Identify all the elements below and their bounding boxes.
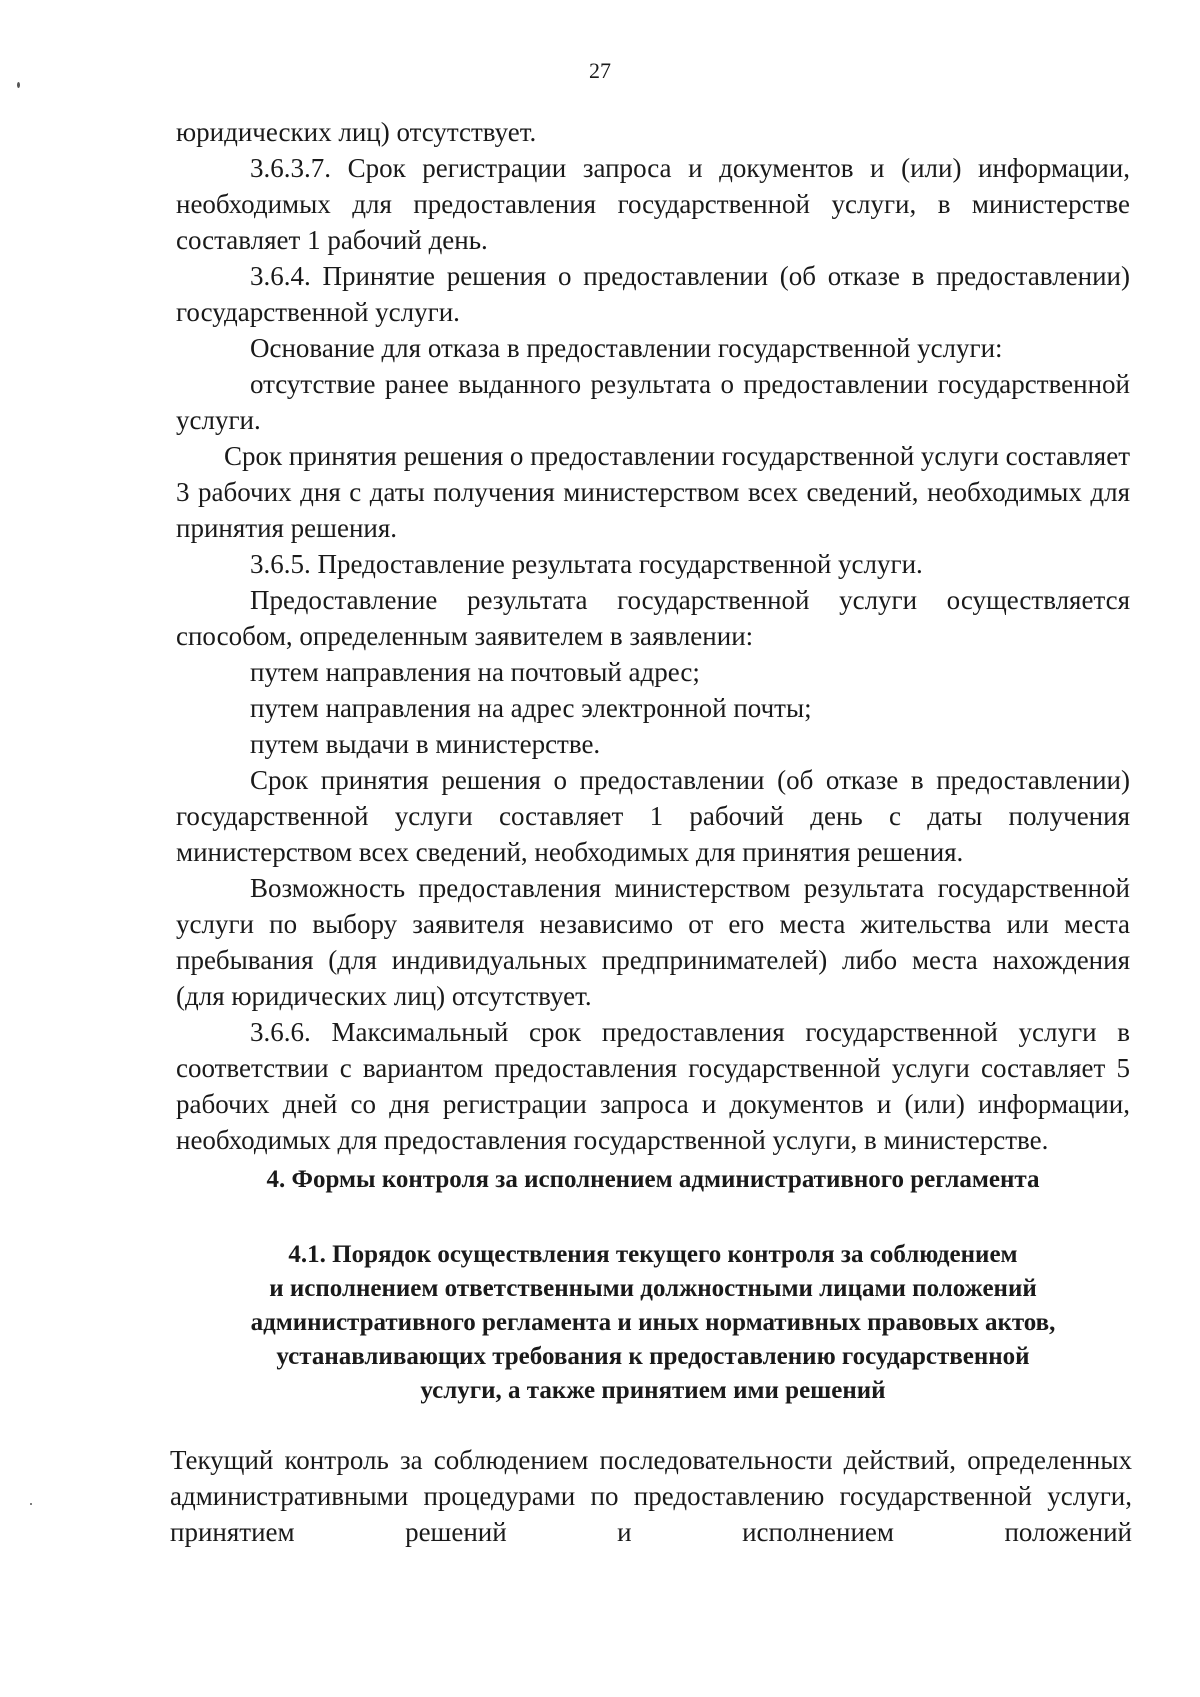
subsection-heading-line: 4.1. Порядок осуществления текущего контроля за соблюдением [288,1241,1018,1268]
paragraph-current-control: Текущий контроль за соблюдением последовательности действий, определенных административными процедурами по предоставлению государственной услуги, принятием решений и исполнением положений [170,1445,1132,1547]
document-body [176,114,1130,1158]
paragraph-result-method: Предоставление результата государственной услуги осуществляется способом, определенным заявителем в заявлении: [176,585,1130,651]
list-item-in-person: путем выдачи в министерстве. [250,729,601,759]
subsection-heading [176,1238,1130,1408]
paragraph-3-6-3-7: 3.6.3.7. Срок регистрации запроса и документов и (или) информации, необходимых для предоставления государственной услуги, в министерстве составляет 1 рабочий день. [176,153,1130,255]
paragraph-decision-term: Срок принятия решения о предоставлении государственной услуги составляет 3 рабочих дня с даты получения министерством всех сведений, необходимых для принятия решения. [176,441,1130,543]
paragraph-refusal-grounds: Основание для отказа в предоставлении государственной услуги: [250,333,1003,363]
paragraph-3-6-4: 3.6.4. Принятие решения о предоставлении (об отказе в предоставлении) государственной услуги. [176,261,1130,327]
paragraph-refusal-reason: отсутствие ранее выданного результата о предоставлении государственной услуги. [176,369,1130,435]
paragraph-continuation: юридических лиц) отсутствует. [176,117,537,147]
subsection-heading-line: услуги, а также принятием ими решений [420,1377,886,1404]
paragraph-3-6-5: 3.6.5. Предоставление результата государственной услуги. [250,549,923,579]
final-section-body [170,1442,1132,1550]
paragraph-decision-term-2: Срок принятия решения о предоставлении (об отказе в предоставлении) государственной услуги составляет 1 рабочий день с даты получения министерством всех сведений, необходимых для принятия решения. [176,765,1130,867]
paragraph-extraterritorial: Возможность предоставления министерством результата государственной услуги по выбору заявителя независимо от его места жительства или места пребывания (для индивидуальных предпринимателей) либо места нахождения (для юридических лиц) отсутствует. [176,873,1130,1011]
paragraph-3-6-6: 3.6.6. Максимальный срок предоставления государственной услуги в соответствии с вариантом предоставления государственной услуги составляет 5 рабочих дней со дня регистрации запроса и документов и (или) информации, необходимых для предоставления государственной услуги, в министерстве. [176,1017,1130,1155]
list-item-email: путем направления на адрес электронной почты; [250,693,812,723]
scan-speck [17,82,20,88]
section-heading: 4. Формы контроля за исполнением административного регламента [266,1166,1040,1193]
page-number: 27 [589,58,611,83]
scan-speck [30,1503,32,1505]
subsection-heading-line: административного регламента и иных нормативных правовых актов, [250,1309,1056,1336]
list-item-postal: путем направления на почтовый адрес; [250,657,700,687]
subsection-heading-line: устанавливающих требования к предоставлению государственной [276,1343,1030,1370]
subsection-heading-line: и исполнением ответственными должностными лицами положений [269,1275,1037,1302]
